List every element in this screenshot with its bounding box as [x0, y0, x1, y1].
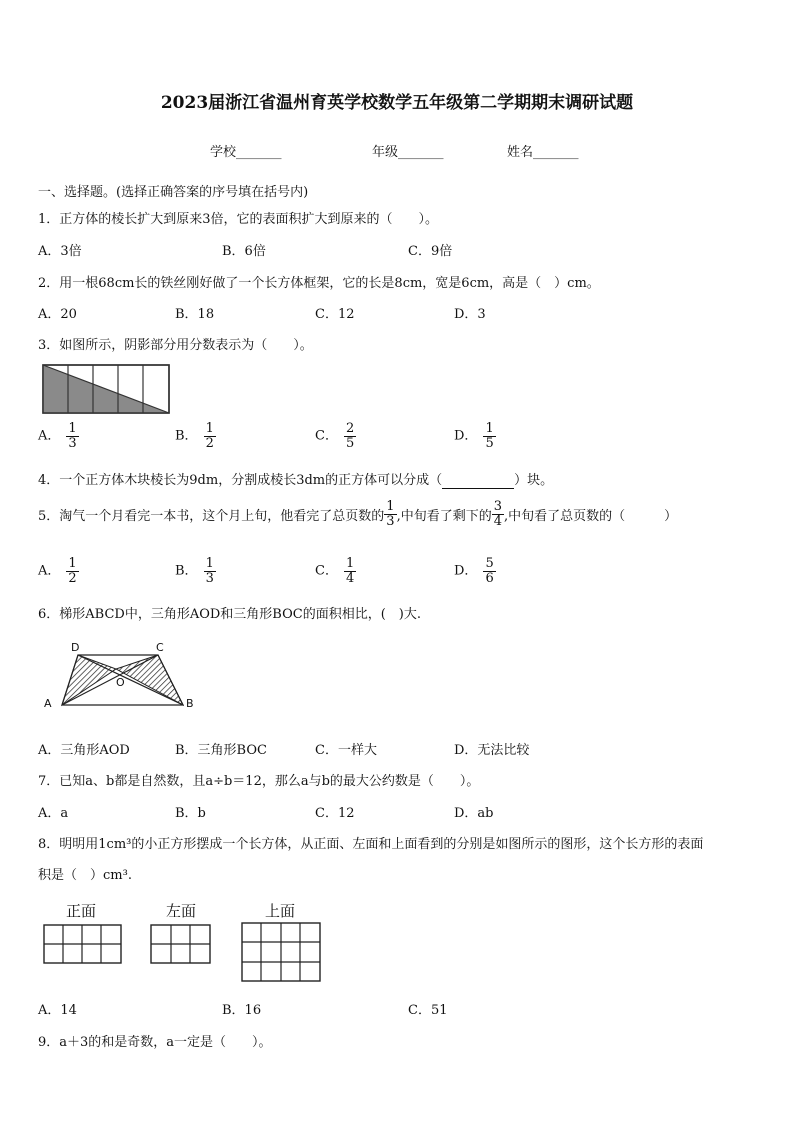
question-8-line-2: 积是（ ）cm³.: [38, 868, 132, 883]
q5-option-a: [38, 557, 79, 585]
question-1: 1．正方体的棱长扩大到原来3倍，它的表面积扩大到原来的（ ）。: [38, 212, 439, 227]
numerator: 1: [485, 421, 494, 436]
q7-option-a: A．a: [38, 806, 69, 821]
answer-blank: [442, 473, 514, 489]
option-label: D．: [454, 428, 478, 444]
left-view-label: 左面: [166, 902, 197, 920]
fraction: [483, 422, 495, 450]
q5-option-c: [315, 557, 356, 585]
q2-option-c: C．12: [315, 307, 355, 322]
option-label: D．: [454, 563, 478, 579]
denominator: 3: [68, 435, 77, 451]
vertex-label-a: A: [44, 697, 52, 710]
denominator: 3: [386, 513, 395, 529]
option-label: C．: [315, 563, 338, 579]
numerator: 3: [493, 499, 502, 514]
q3-option-a: [38, 422, 79, 450]
q2-option-d: D．3: [454, 307, 486, 322]
q3-shaded-rectangle-figure: [42, 364, 172, 416]
q7-option-b: B．b: [175, 806, 206, 821]
q2-option-b: B．18: [175, 307, 215, 322]
question-3: 3．如图所示，阴影部分用分数表示为（ ）。: [38, 338, 313, 353]
grade-field: 年级_______: [372, 145, 444, 160]
q4-text-end: ）块。: [514, 473, 554, 488]
q1-option-b: B．6倍: [222, 244, 266, 259]
fraction: [204, 557, 216, 585]
question-4: [38, 469, 553, 489]
option-label: B．: [175, 428, 198, 444]
fraction: [66, 422, 78, 450]
numerator: 1: [205, 421, 214, 436]
option-label: B．: [175, 563, 198, 579]
school-field: 学校_______: [210, 145, 282, 160]
q6-trapezoid-figure: [40, 636, 210, 716]
q8-option-c: C．51: [408, 1003, 448, 1018]
numerator: 1: [386, 499, 395, 514]
question-6: 6．梯形ABCD中，三角形AOD和三角形BOC的面积相比，( )大.: [38, 607, 421, 622]
q7-option-d: D．ab: [454, 806, 494, 821]
question-5: [38, 500, 677, 528]
q1-option-a: A．3倍: [38, 244, 82, 259]
fraction: [344, 557, 356, 585]
numerator: 2: [345, 421, 355, 436]
fraction: [483, 557, 495, 585]
fraction: [492, 500, 504, 528]
option-label: A．: [38, 563, 61, 579]
option-label: C．: [315, 428, 338, 444]
q1-option-c: C．9倍: [408, 244, 453, 259]
front-view-label: 正面: [66, 902, 97, 920]
q8-option-b: B．16: [222, 1003, 262, 1018]
denominator: 2: [205, 435, 214, 451]
numerator: 1: [68, 556, 77, 571]
question-9: 9．a＋3的和是奇数，a一定是（ ）。: [38, 1035, 272, 1050]
numerator: 1: [345, 556, 355, 571]
fraction: [344, 422, 356, 450]
q6-option-d: D．无法比较: [454, 743, 530, 758]
q6-option-c: C．一样大: [315, 743, 377, 758]
top-view-grid: [241, 922, 323, 984]
question-2: 2．用一根68cm长的铁丝刚好做了一个长方体框架，它的长是8cm，宽是6cm，高是（ ）cm。: [38, 276, 600, 291]
q2-option-a: A．20: [38, 307, 77, 322]
front-view-grid: [43, 924, 123, 966]
vertex-label-b: B: [186, 697, 194, 710]
point-label-o: O: [116, 676, 125, 689]
numerator: 1: [68, 421, 77, 436]
fraction: [66, 557, 78, 585]
denominator: 3: [205, 570, 214, 586]
fraction: [204, 422, 216, 450]
numerator: 1: [205, 556, 214, 571]
q4-text-start: 4．一个正方体木块棱长为9dm，分割成棱长3dm的正方体可以分成（: [38, 473, 443, 488]
denominator: 4: [345, 570, 355, 586]
name-field: 姓名_______: [507, 145, 579, 160]
vertex-label-d: D: [71, 641, 80, 654]
option-label: A．: [38, 428, 61, 444]
q8-option-a: A．14: [38, 1003, 77, 1018]
question-8-line-1: 8．明明用1cm³的小正方形摆成一个长方体，从正面、左面和上面看到的分别是如图所示的图形，这个长方形的表面: [38, 837, 704, 852]
q6-option-b: B．三角形BOC: [175, 743, 267, 758]
q3-option-b: [175, 422, 216, 450]
top-view-label: 上面: [265, 902, 296, 920]
q5-text-start: 5．淘气一个月看完一本书，这个月上旬，他看完了总页数的: [38, 508, 385, 524]
vertex-label-c: C: [156, 641, 164, 654]
section-heading: 一、选择题。(选择正确答案的序号填在括号内): [38, 185, 309, 200]
denominator: 5: [345, 435, 355, 451]
denominator: 5: [485, 435, 494, 451]
q3-option-c: [315, 422, 356, 450]
fraction: [384, 500, 396, 528]
q5-text-end: ,中旬看了总页数的（ ）: [503, 508, 678, 524]
left-view-grid: [150, 924, 212, 966]
denominator: 4: [493, 513, 502, 529]
q6-option-a: A．三角形AOD: [38, 743, 130, 758]
q5-option-b: [175, 557, 216, 585]
numerator: 5: [485, 556, 494, 571]
denominator: 6: [485, 570, 494, 586]
q5-text-middle: ,中旬看了剩下的: [396, 508, 492, 524]
denominator: 2: [68, 570, 77, 586]
q7-option-c: C．12: [315, 806, 355, 821]
q5-option-d: [454, 557, 496, 585]
q3-option-d: [454, 422, 496, 450]
page-title: 2023届浙江省温州育英学校数学五年级第二学期期末调研试题: [160, 93, 634, 113]
question-7: 7．已知a、b都是自然数，且a÷b＝12，那么a与b的最大公约数是（ ）。: [38, 774, 480, 789]
